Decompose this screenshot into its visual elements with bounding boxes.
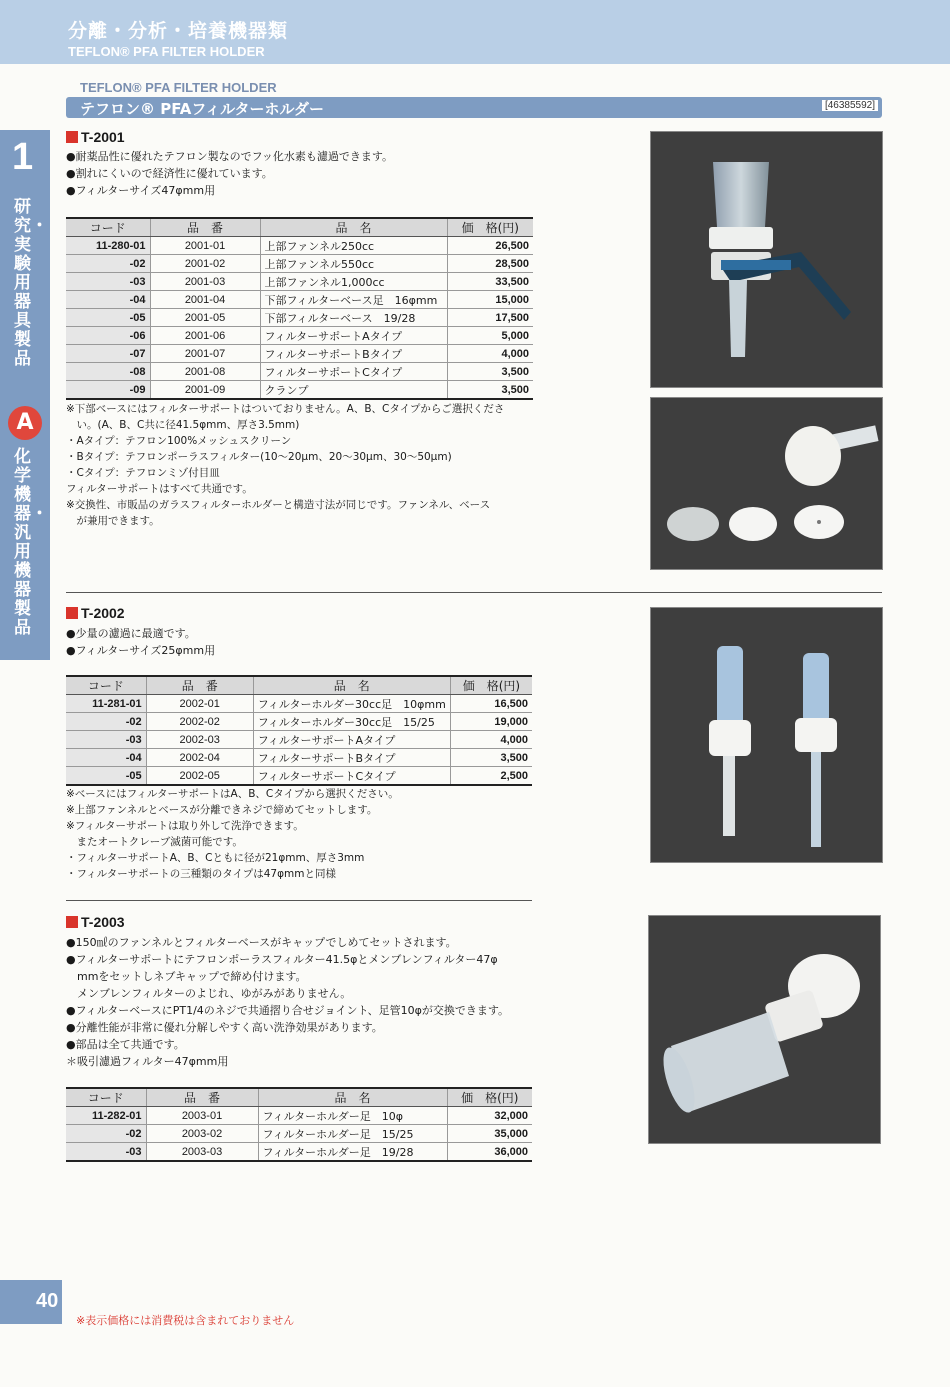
col-header-code: コード — [66, 1088, 146, 1107]
note-line: ・Aタイプ：テフロン100%メッシュスクリーン — [66, 435, 292, 447]
name-cell: 上部ファンネル550cc — [260, 255, 447, 273]
table-row — [66, 695, 532, 713]
table-row — [66, 309, 533, 327]
hinban-cell: 2001-09 — [150, 381, 260, 400]
tax-footnote: ※表示価格には消費税は含まれておりません — [76, 1314, 295, 1327]
name-cell: フィルターサポートCタイプ — [260, 363, 447, 381]
code-cell: -09 — [66, 381, 150, 400]
note-line: フィルターサポートはすべて共通です。 — [66, 483, 253, 495]
note-line: い。(A、B、C共に径41.5φmm、厚さ3.5mm) — [66, 419, 300, 431]
bullet: ●耐薬品性に優れたテフロン製なのでフッ化水素も濾過できます。 — [66, 150, 393, 163]
hinban-cell: 2001-01 — [150, 237, 260, 255]
note-line: が兼用できます。 — [66, 515, 160, 527]
bullet: mmをセットしネブキャップで締め付けます。 — [66, 970, 307, 983]
bullets-t2002 — [66, 625, 215, 659]
hinban-cell: 2001-05 — [150, 309, 260, 327]
price-cell: 26,500 — [447, 237, 533, 255]
hinban-cell: 2003-03 — [146, 1143, 258, 1162]
filter-holder-clamp-illustration — [651, 132, 882, 387]
note-line: またオートクレーブ滅菌可能です。 — [66, 836, 243, 848]
product-code: T-2003 — [81, 914, 125, 930]
table-row — [66, 1107, 532, 1125]
name-cell: 上部ファンネル1,000cc — [260, 273, 447, 291]
name-cell: フィルターホルダー30cc足 10φmm — [253, 695, 450, 713]
price-cell: 16,500 — [450, 695, 532, 713]
table-row — [66, 749, 532, 767]
col-header-hinban: 品 番 — [146, 1088, 258, 1107]
bullets-t2001 — [66, 148, 393, 199]
table-row — [66, 713, 532, 731]
bullet: ●分離性能が非常に優れ分解しやすく高い洗浄効果があります。 — [66, 1021, 383, 1034]
notes-t2001 — [66, 401, 504, 529]
page-number: 40 — [36, 1290, 59, 1312]
product-photo-t2002 — [650, 607, 883, 863]
section-divider — [66, 900, 532, 901]
category-label: 化学機器・汎用機器製品 — [14, 447, 48, 638]
hinban-cell: 2002-03 — [146, 731, 253, 749]
table-row — [66, 381, 533, 400]
product-photo-t2001-assembled — [650, 131, 883, 388]
chapter-number: 1 — [12, 136, 34, 178]
name-cell: フィルターホルダー足 19/28 — [258, 1143, 447, 1162]
bullet: ●割れにくいので経済性に優れています。 — [66, 167, 273, 180]
col-header-price: 価 格(円) — [447, 1088, 532, 1107]
price-cell: 33,500 — [447, 273, 533, 291]
price-cell: 4,000 — [447, 345, 533, 363]
table-row — [66, 363, 533, 381]
col-header-price: 価 格(円) — [447, 218, 533, 237]
price-cell: 4,000 — [450, 731, 532, 749]
name-cell: フィルターホルダー足 10φ — [258, 1107, 447, 1125]
page-number-tab — [0, 1280, 62, 1324]
hinban-cell: 2003-01 — [146, 1107, 258, 1125]
name-cell: 下部フィルターベース 19/28 — [260, 309, 447, 327]
header-title-jp: 分離・分析・培養機器類 — [68, 20, 289, 42]
note-line: ・Bタイプ：テフロンポーラスフィルター(10～20μm、20～30μm、30～50μm) — [66, 451, 452, 463]
code-cell: -05 — [66, 767, 146, 786]
col-header-code: コード — [66, 676, 146, 695]
category-letter-badge: A — [8, 406, 42, 440]
table-row — [66, 237, 533, 255]
table-row — [66, 731, 532, 749]
bullet: ●少量の濾過に最適です。 — [66, 627, 196, 640]
price-table-t2001 — [66, 217, 533, 400]
bullet: ●150㎖のファンネルとフィルターベースがキャップでしめてセットされます。 — [66, 936, 457, 949]
name-cell: フィルターホルダー足 15/25 — [258, 1125, 447, 1143]
bullet: ＊吸引濾過フィルター47φmm用 — [66, 1055, 229, 1068]
hinban-cell: 2001-08 — [150, 363, 260, 381]
page-header — [0, 0, 950, 64]
bullet: ●フィルターサイズ25φmm用 — [66, 644, 216, 657]
hinban-cell: 2002-02 — [146, 713, 253, 731]
col-header-hinban: 品 番 — [146, 676, 253, 695]
name-cell: フィルターサポートBタイプ — [253, 749, 450, 767]
note-line: ※下部ベースにはフィルターサポートはついておりません。A、B、Cタイプからご選択くださ — [66, 403, 505, 415]
col-header-code: コード — [66, 218, 150, 237]
chapter-side-tab — [0, 130, 50, 660]
code-cell: -02 — [66, 1125, 146, 1143]
bullet: ●部品は全て共通です。 — [66, 1038, 185, 1051]
code-cell: -02 — [66, 713, 146, 731]
bullet: ●フィルターサイズ47φmm用 — [66, 184, 216, 197]
bullet: ●フィルターベースにPT1/4のネジで共通摺り合せジョイント、足管10φが交換できます。 — [66, 1004, 509, 1017]
price-cell: 28,500 — [447, 255, 533, 273]
table-row — [66, 1125, 532, 1143]
table-row — [66, 291, 533, 309]
price-table-t2002 — [66, 675, 532, 786]
name-cell: フィルターサポートAタイプ — [260, 327, 447, 345]
price-cell: 19,000 — [450, 713, 532, 731]
table-row — [66, 255, 533, 273]
note-line: ・フィルターサポートA、B、Cともに径が21φmm、厚さ3mm — [66, 852, 365, 864]
hinban-cell: 2003-02 — [146, 1125, 258, 1143]
bullet: ●フィルターサポートにテフロンポーラスフィルター41.5φとメンブレンフィルター47φ — [66, 953, 498, 966]
code-cell: -06 — [66, 327, 150, 345]
name-cell: フィルターホルダー30cc足 15/25 — [253, 713, 450, 731]
hinban-cell: 2002-04 — [146, 749, 253, 767]
code-cell: -04 — [66, 291, 150, 309]
col-header-hinmei: 品 名 — [258, 1088, 447, 1107]
price-cell: 32,000 — [447, 1107, 532, 1125]
price-cell: 3,500 — [447, 363, 533, 381]
code-cell: -03 — [66, 731, 146, 749]
price-table-t2003 — [66, 1087, 532, 1162]
hinban-cell: 2001-02 — [150, 255, 260, 273]
table-row — [66, 345, 533, 363]
notes-t2002 — [66, 786, 399, 882]
name-cell: 上部ファンネル250cc — [260, 237, 447, 255]
capped-filter-holder-illustration — [649, 916, 880, 1143]
note-line: ※ベースにはフィルターサポートはA、B、Cタイプから選択ください。 — [66, 788, 399, 800]
name-cell: フィルターサポートAタイプ — [253, 731, 450, 749]
product-title-t2001 — [66, 129, 125, 145]
code-cell: -07 — [66, 345, 150, 363]
price-cell: 2,500 — [450, 767, 532, 786]
red-square-icon — [66, 131, 78, 143]
price-cell: 15,000 — [447, 291, 533, 309]
hinban-cell: 2001-07 — [150, 345, 260, 363]
header-title-en: TEFLON® PFA FILTER HOLDER — [68, 44, 265, 59]
table-row — [66, 767, 532, 786]
chapter-label: 研究・実験用器具製品 — [14, 197, 48, 369]
code-cell: -03 — [66, 273, 150, 291]
hinban-cell: 2001-04 — [150, 291, 260, 309]
hinban-cell: 2001-03 — [150, 273, 260, 291]
code-cell: 11-282-01 — [66, 1107, 146, 1125]
note-line: ※交換性、市販品のガラスフィルターホルダーと構造寸法が同じです。ファンネル、ベース — [66, 499, 491, 511]
price-cell: 3,500 — [450, 749, 532, 767]
note-line: ※上部ファンネルとベースが分離できネジで締めてセットします。 — [66, 804, 378, 816]
code-cell: -05 — [66, 309, 150, 327]
code-cell: -08 — [66, 363, 150, 381]
code-cell: -03 — [66, 1143, 146, 1162]
price-cell: 5,000 — [447, 327, 533, 345]
section-divider — [66, 592, 882, 593]
product-code: T-2001 — [81, 129, 125, 145]
section-title-jp: テフロン® PFAフィルターホルダー — [80, 100, 324, 118]
price-cell: 17,500 — [447, 309, 533, 327]
name-cell: 下部フィルターベース足 16φmm — [260, 291, 447, 309]
section-title-en: TEFLON® PFA FILTER HOLDER — [80, 80, 277, 95]
price-cell: 35,000 — [447, 1125, 532, 1143]
table-row — [66, 327, 533, 345]
note-line: ※フィルターサポートは取り外して洗浄できます。 — [66, 820, 304, 832]
product-title-t2003 — [66, 914, 125, 930]
col-header-hinban: 品 番 — [150, 218, 260, 237]
catalog-number: [46385592] — [822, 100, 878, 111]
price-cell: 36,000 — [447, 1143, 532, 1162]
section-title-bar — [66, 97, 882, 118]
table-row — [66, 273, 533, 291]
product-code: T-2002 — [81, 605, 125, 621]
product-title-t2002 — [66, 605, 125, 621]
col-header-hinmei: 品 名 — [253, 676, 450, 695]
price-cell: 3,500 — [447, 381, 533, 400]
note-line: ・Cタイプ：テフロンミゾ付目皿 — [66, 467, 220, 479]
table-row — [66, 1143, 532, 1162]
code-cell: 11-280-01 — [66, 237, 150, 255]
note-line: ・フィルターサポートの三種類のタイプは47φmmと同様 — [66, 868, 336, 880]
filter-parts-illustration — [651, 398, 882, 569]
name-cell: フィルターサポートBタイプ — [260, 345, 447, 363]
code-cell: -02 — [66, 255, 150, 273]
name-cell: フィルターサポートCタイプ — [253, 767, 450, 786]
product-photo-t2001-parts — [650, 397, 883, 570]
col-header-hinmei: 品 名 — [260, 218, 447, 237]
code-cell: -04 — [66, 749, 146, 767]
name-cell: クランプ — [260, 381, 447, 400]
code-cell: 11-281-01 — [66, 695, 146, 713]
bullet: メンブレンフィルターのよじれ、ゆがみがありません。 — [66, 987, 352, 1000]
bullets-t2003 — [66, 934, 509, 1070]
hinban-cell: 2001-06 — [150, 327, 260, 345]
hinban-cell: 2002-05 — [146, 767, 253, 786]
small-filter-holders-illustration — [651, 608, 882, 862]
hinban-cell: 2002-01 — [146, 695, 253, 713]
red-square-icon — [66, 916, 78, 928]
red-square-icon — [66, 607, 78, 619]
product-photo-t2003 — [648, 915, 881, 1144]
col-header-price: 価 格(円) — [450, 676, 532, 695]
